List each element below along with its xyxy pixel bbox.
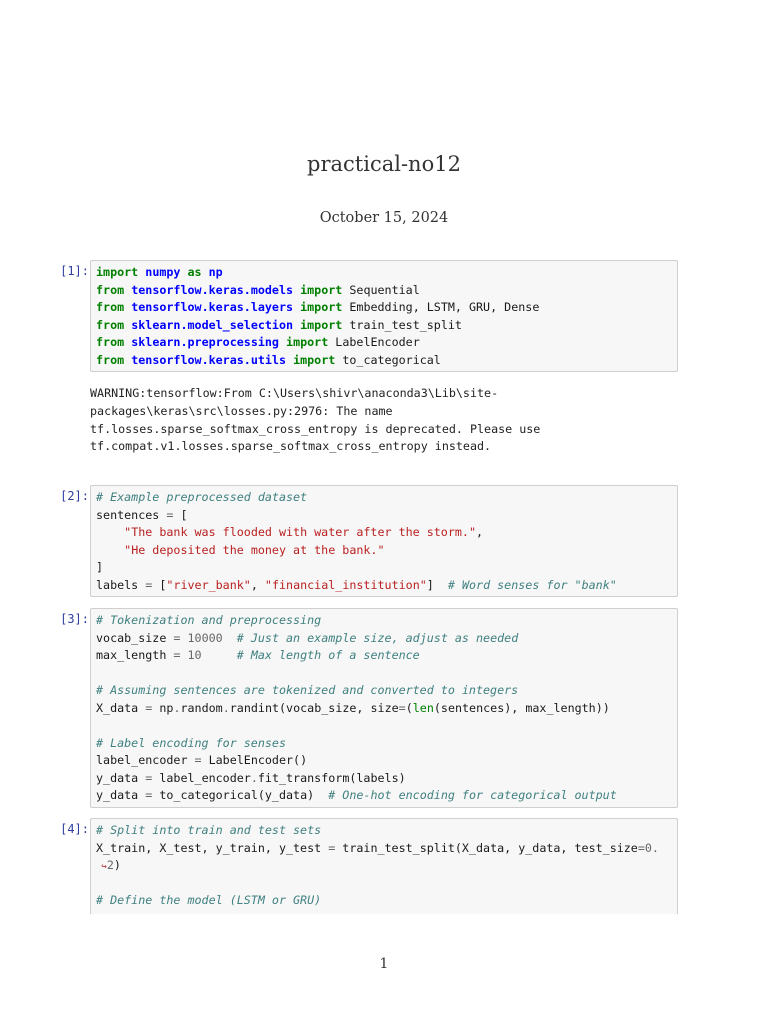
code-line <box>96 489 672 507</box>
code-token: # Max length of a sentence <box>236 648 420 662</box>
code-token: ↪ <box>96 862 107 872</box>
code-token: = <box>194 753 202 767</box>
code-token <box>223 631 237 645</box>
code-token: LabelEncoder <box>328 335 420 349</box>
code-line <box>96 630 672 648</box>
code-token: X_train, X_test, y_train, y_test <box>96 840 329 855</box>
code-token: "river_bank" <box>166 577 251 592</box>
code-line <box>96 299 672 317</box>
code-token: LabelEncoder() <box>201 753 308 767</box>
code-token: ) <box>113 858 121 872</box>
code-line <box>96 334 672 352</box>
code-line <box>96 264 672 282</box>
cell-prompt: [2]: <box>60 489 89 503</box>
output-line: packages\keras\src\losses.py:2976: The name <box>90 403 393 418</box>
code-token: # Label encoding for senses <box>96 735 286 750</box>
code-token: import <box>293 352 336 367</box>
output-line: WARNING:tensorflow:From C:\Users\shivr\anaconda3\Lib\site- <box>90 386 499 400</box>
code-token: to_categorical(y_data) <box>152 788 329 802</box>
code-input[interactable] <box>90 485 678 597</box>
code-token: 10 <box>187 648 202 662</box>
code-token: import <box>300 300 343 314</box>
code-token: # Tokenization and preprocessing <box>96 613 322 627</box>
code-line <box>96 282 672 300</box>
code-token: to_categorical <box>335 352 441 367</box>
code-line <box>96 752 672 770</box>
code-line <box>96 577 672 595</box>
code-token: = <box>166 507 174 522</box>
code-token: # Just an example size, adjust as needed <box>236 630 519 645</box>
code-token: = <box>145 770 153 785</box>
code-token <box>180 631 187 645</box>
code-token <box>180 265 187 279</box>
code-token: 10000 <box>187 630 223 645</box>
code-token: import <box>286 335 329 349</box>
code-token: label_encoder <box>152 770 251 785</box>
code-line <box>96 822 672 840</box>
code-token: # Word senses for "bank" <box>447 577 617 592</box>
document-title: practical-no12 <box>307 152 461 176</box>
code-token: # Assuming sentences are tokenized and converted to integers <box>96 683 519 697</box>
code-token: y_data <box>96 788 146 802</box>
code-token: (sentences), max_length)) <box>433 700 610 715</box>
code-token: np <box>152 700 174 715</box>
code-token <box>202 648 237 662</box>
code-token: "He deposited the money at the bank." <box>124 542 385 557</box>
cell-prompt: [3]: <box>60 612 89 626</box>
code-token: as <box>187 265 202 279</box>
code-token: ] <box>96 560 104 574</box>
code-token: y_data <box>96 770 146 785</box>
code-token: "financial_institution" <box>264 577 427 592</box>
code-token: labels <box>96 577 146 592</box>
code-token <box>279 335 286 349</box>
code-token: . <box>222 700 230 715</box>
code-token: label_encoder <box>96 753 195 767</box>
code-token: , <box>475 525 484 539</box>
code-token <box>180 648 187 662</box>
code-line <box>96 840 672 858</box>
output-line: tf.losses.sparse_softmax_cross_entropy is deprecated. Please use <box>90 421 541 436</box>
code-token: ( <box>405 700 413 715</box>
code-input[interactable] <box>90 608 678 808</box>
code-token: numpy <box>145 265 181 279</box>
code-line <box>96 524 672 542</box>
cell-prompt: [4]: <box>60 822 89 836</box>
code-token: = <box>145 788 153 802</box>
code-token: , <box>250 577 265 592</box>
code-line <box>96 542 672 560</box>
code-token: 2 <box>106 858 114 872</box>
code-token: len <box>412 700 434 715</box>
code-token: 0. <box>644 840 659 855</box>
code-line <box>96 352 672 370</box>
code-line <box>96 612 672 630</box>
cell-prompt: [1]: <box>60 264 89 278</box>
code-token: . <box>173 700 181 715</box>
code-input[interactable] <box>90 818 678 914</box>
code-token <box>286 353 293 367</box>
code-token: X_data <box>96 700 146 715</box>
cell-output-warning <box>90 385 540 456</box>
code-line <box>96 507 672 525</box>
code-token: [ <box>173 507 188 522</box>
code-token: max_length <box>96 648 174 662</box>
code-token: vocab_size <box>96 630 174 645</box>
code-token: random <box>180 700 223 715</box>
code-line <box>96 857 672 875</box>
code-line <box>96 770 672 788</box>
code-token: from <box>96 352 125 367</box>
code-token: # Example preprocessed dataset <box>96 490 308 504</box>
output-line: tf.compat.v1.losses.sparse_softmax_cross_entropy instead. <box>90 439 492 454</box>
code-token: = <box>637 840 645 855</box>
code-line <box>96 735 672 753</box>
code-line <box>96 717 672 735</box>
code-token: from <box>96 300 125 314</box>
page-number: 1 <box>379 956 389 972</box>
code-token: = <box>173 648 181 662</box>
code-token: randint(vocab_size, size <box>229 700 399 715</box>
code-token: ] <box>426 577 448 592</box>
code-token: from <box>96 317 125 332</box>
code-line <box>96 875 672 893</box>
code-token: . <box>250 770 258 785</box>
code-input[interactable] <box>90 260 678 372</box>
code-token <box>96 543 124 557</box>
code-line <box>96 317 672 335</box>
code-line <box>96 665 672 683</box>
code-token: Sequential <box>342 282 420 297</box>
code-token: from <box>96 335 125 349</box>
code-token: sklearn.preprocessing <box>131 335 279 349</box>
code-token: np <box>208 265 223 279</box>
code-token: = <box>328 840 336 855</box>
code-line <box>96 787 672 805</box>
code-token: # Split into train and test sets <box>96 823 322 837</box>
document-date: October 15, 2024 <box>319 210 449 226</box>
code-token: import <box>300 282 343 297</box>
code-token: tensorflow.keras.layers <box>131 300 294 314</box>
code-line <box>96 647 672 665</box>
code-token: = <box>173 630 181 645</box>
code-token: train_test_split <box>342 317 462 332</box>
code-token: fit_transform(labels) <box>257 770 406 785</box>
code-token: = <box>398 700 406 715</box>
code-token: # One-hot encoding for categorical output <box>328 788 617 802</box>
code-line <box>96 682 672 700</box>
code-token: from <box>96 282 125 297</box>
code-token: = <box>145 700 153 715</box>
code-token <box>202 265 209 279</box>
code-token: # Define the model (LSTM or GRU) <box>96 893 322 907</box>
code-token: = <box>145 577 153 592</box>
code-token: Embedding, LSTM, GRU, Dense <box>342 300 540 314</box>
code-token: sentences <box>96 507 167 522</box>
code-token: train_test_split(X_data, y_data, test_size <box>335 840 638 855</box>
code-line <box>96 559 672 577</box>
code-line <box>96 892 672 910</box>
code-line <box>96 700 672 718</box>
code-token: import <box>300 317 343 332</box>
code-token: [ <box>152 577 167 592</box>
code-token <box>96 525 124 539</box>
code-token: tensorflow.keras.utils <box>131 352 287 367</box>
code-token: sklearn.model_selection <box>131 317 294 332</box>
code-token: import <box>96 265 139 279</box>
code-token: tensorflow.keras.models <box>131 282 294 297</box>
code-token: "The bank was flooded with water after the storm." <box>124 525 476 539</box>
